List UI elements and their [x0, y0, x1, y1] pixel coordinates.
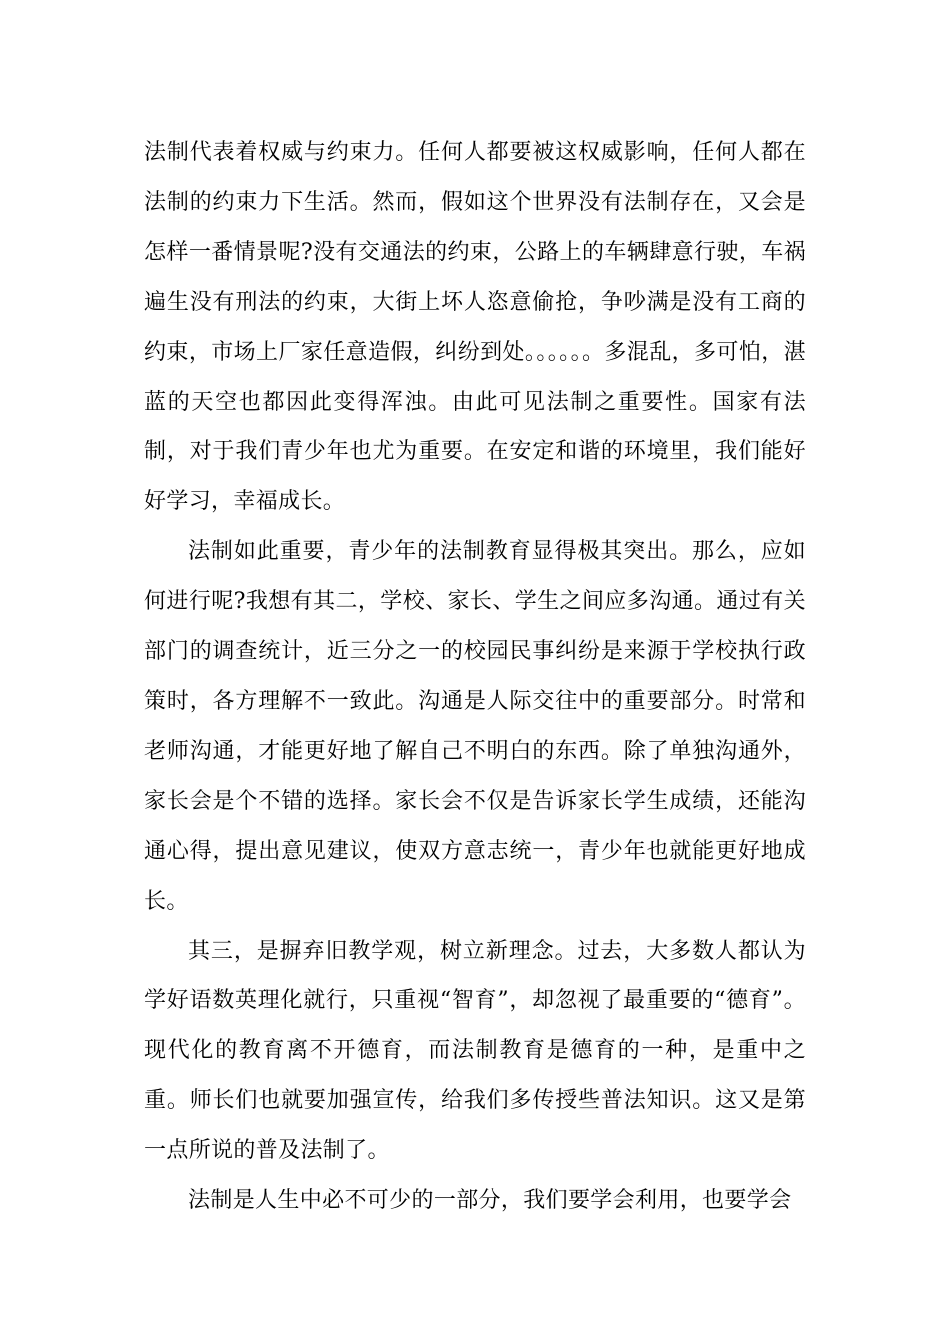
- document-page: [144, 128, 806, 1226]
- paragraph-4: 法制是人生中必不可少的一部分，我们要学会利用，也要学会: [188, 1188, 792, 1214]
- paragraph-2: 法制如此重要，青少年的法制教育显得极其突出。那么，应如何进行呢?我想有其二，学校、家长、学生之间应多沟通。通过有关部门的调查统计，近三分之一的校园民事纠纷是来源于学校执行政策时，各方理解不一致此。沟通是人际交往中的重要部分。时常和老师沟通，才能更好地了解自己不明白的东西。除了单独沟通外，家长会是个不错的选择。家长会不仅是告诉家长学生成绩，还能沟通心得，提出意见建议，使双方意志统一，青少年也就能更好地成长。: [144, 539, 806, 914]
- paragraph-1: 法制代表着权威与约束力。任何人都要被这权威影响，任何人都在法制的约束力下生活。然而，假如这个世界没有法制存在，又会是怎样一番情景呢?没有交通法的约束，公路上的车辆肆意行驶，车祸遍生没有刑法的约束，大街上坏人恣意偷抢，争吵满是没有工商的约束，市场上厂家任意造假，纠纷到处。。。。。。多混乱，多可怕，湛蓝的天空也都因此变得浑浊。由此可见法制之重要性。国家有法制，对于我们青少年也尤为重要。在安定和谐的环境里，我们能好好学习，幸福成长。: [144, 140, 806, 515]
- paragraph-3: 其三，是摒弃旧教学观，树立新理念。过去，大多数人都认为学好语数英理化就行，只重视“智育”，却忽视了最重要的“德育”。现代化的教育离不开德育，而法制教育是德育的一种，是重中之重。师长们也就要加强宣传，给我们多传授些普法知识。这又是第一点所说的普及法制了。: [144, 938, 806, 1164]
